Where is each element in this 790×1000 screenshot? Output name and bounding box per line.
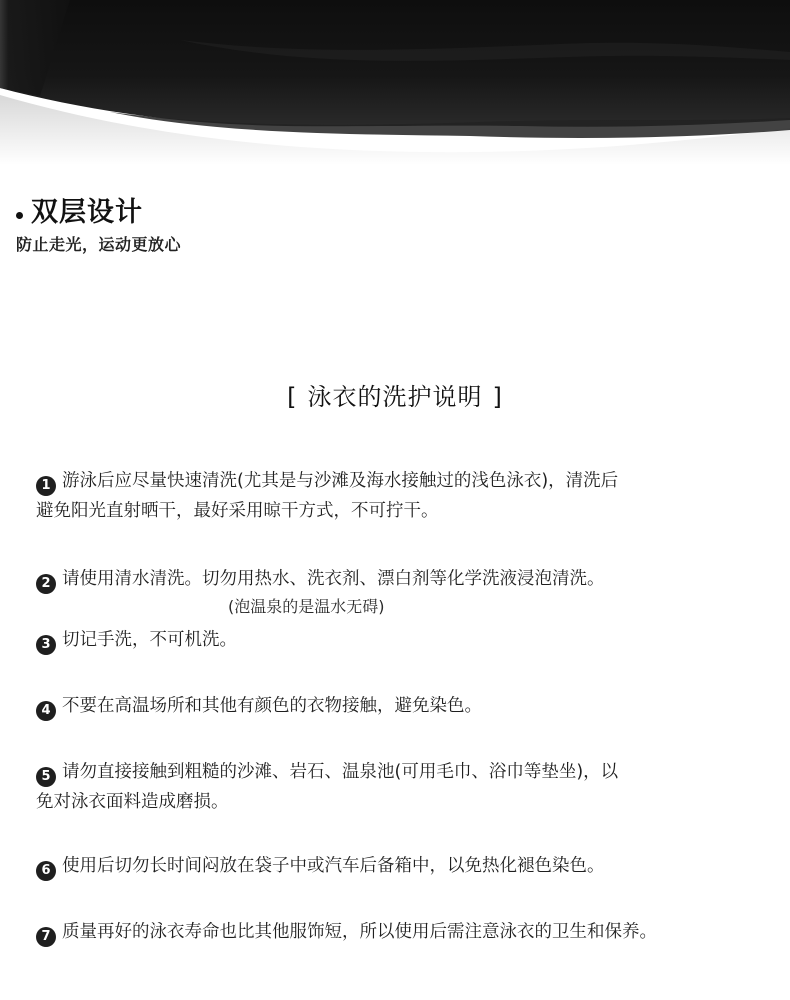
care-item-2-line1: 请使用清水清洗。切勿用热水、洗衣剂、漂白剂等化学洗液浸泡清洗。 [62,569,605,589]
care-title-right-bracket: ] [492,383,503,411]
number-5-icon: 5 [36,767,56,787]
feature-title [16,196,181,230]
feature-section [16,196,181,256]
care-item-6-line1: 使用后切勿长时间闷放在袋子中或汽车后备箱中，以免热化褪色染色。 [62,856,605,876]
care-item-1 [36,466,766,526]
care-title-text: 泳衣的洗护说明 [307,383,483,411]
care-title-left-bracket: [ [287,383,298,411]
care-item-4 [36,691,766,721]
care-item-5-line1: 请勿直接接触到粗糙的沙滩、岩石、温泉池(可用毛巾、浴巾等垫坐)，以 [62,762,619,782]
care-title [0,377,790,417]
care-item-5 [36,757,766,817]
care-item-5-line2: 免对泳衣面料造成磨损。 [36,792,229,812]
number-2-icon: 2 [36,574,56,594]
number-7-icon: 7 [36,927,56,947]
number-1-icon: 1 [36,476,56,496]
care-item-2-note: (泡温泉的是温水无碍) [228,597,385,616]
care-item-1-line1: 游泳后应尽量快速清洗(尤其是与沙滩及海水接触过的浅色泳衣)，清洗后 [62,471,619,491]
bullet-dot-icon [16,212,23,219]
care-item-3-line1: 切记手洗，不可机洗。 [62,630,237,650]
care-item-6 [36,851,766,881]
care-item-7-line1: 质量再好的泳衣寿命也比其他服饰短，所以使用后需注意泳衣的卫生和保养。 [62,922,657,942]
care-item-3 [36,625,766,655]
care-item-4-line1: 不要在高温场所和其他有颜色的衣物接触，避免染色。 [62,696,482,716]
product-photo [0,0,790,165]
feature-title-text: 双层设计 [31,197,143,228]
number-4-icon: 4 [36,701,56,721]
care-item-1-line2: 避免阳光直射晒干，最好采用晾干方式，不可拧干。 [36,501,439,521]
care-item-7 [36,917,766,947]
number-3-icon: 3 [36,635,56,655]
feature-subtitle: 防止走光，运动更放心 [16,235,182,254]
number-6-icon: 6 [36,861,56,881]
care-item-2 [36,564,766,620]
